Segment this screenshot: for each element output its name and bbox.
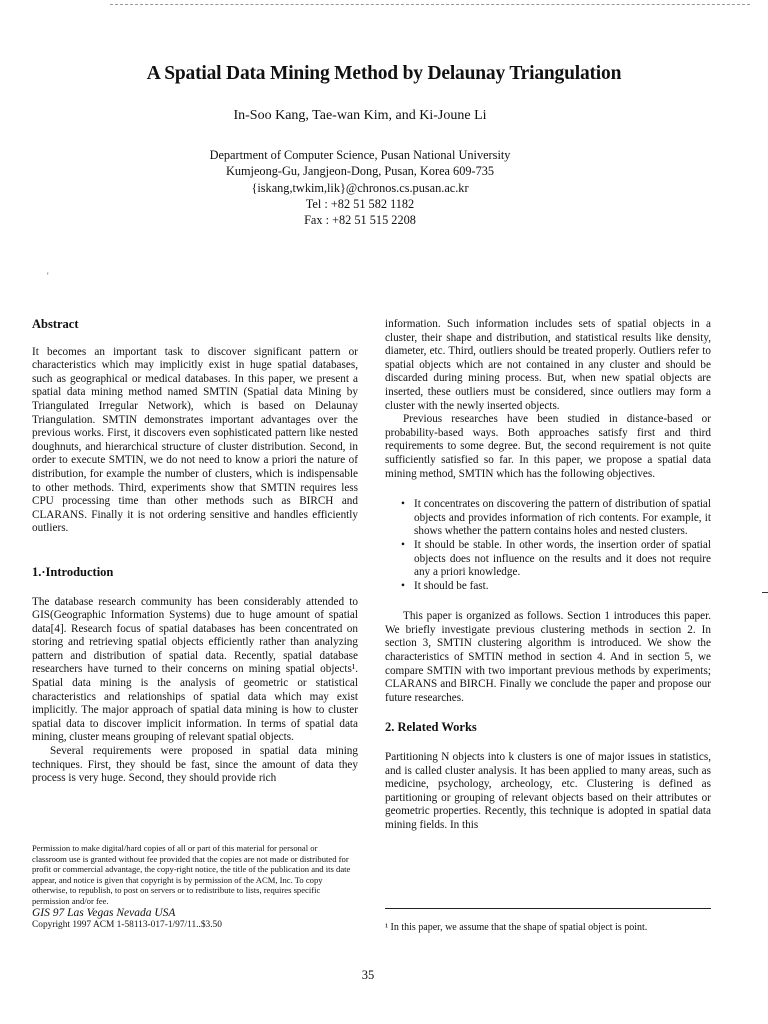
footnote: ¹ In this paper, we assume that the shape of spatial object is point.	[385, 922, 648, 933]
right-paragraph-2: Previous researches have been studied in distance-based or probability-based ways. Both approaches satisfy first and third requirements to some degree. But, the second requirement is not quite sufficiently satisfied so far. In this paper, we propose a spatial data mining method, SMTIN which has the following objectives.	[385, 413, 711, 480]
affiliation-address: Kumjeong-Gu, Jangjeon-Dong, Pusan, Korea 609-735	[225, 164, 495, 179]
related-works-heading: 2. Related Works	[385, 720, 477, 735]
copyright-line: Copyright 1997 ACM 1-58113-017-1/97/11..$3.50	[32, 919, 222, 930]
footnote-rule	[385, 908, 711, 909]
paper-authors: In-Soo Kang, Tae-wan Kim, and Ki-Joune Li	[233, 108, 487, 123]
related-works-paragraph: Partitioning N objects into k clusters is one of major issues in statistics, and is called cluster analysis. It has been applied to many areas, such as medicine, psychology, archeology, etc. Clustering is defined as partitioning or grouping of relevant objects based on their attributes or geometric properties. Recently, this technique is adopted in spatial data mining fields. In this	[385, 751, 711, 831]
introduction-paragraph-1: The database research community has been considerably attended to GIS(Geographic Information Systems) due to huge amount of spatial data[4]. Research focus of spatial databases has been concentrated on storing and retrieving spatial objects efficiently rather than analyzing pattern and distribution of spatial data. Recently, spatial database researchers have turned to their concerns on mining spatial objects¹. Spatial data mining is the analysis of geometric or statistical characteristics and relationships of spatial data which may exist implicitly. The major approach of spatial data mining is how to cluster spatial data to discover implicit information. In terms of spatial data mining, cluster means grouping of relevant spatial objects.	[32, 595, 358, 744]
left-column	[32, 318, 358, 786]
objective-item: • It should be fast.	[385, 580, 711, 594]
paper-title: A Spatial Data Mining Method by Delaunay Triangulation	[146, 63, 622, 84]
introduction-paragraph-2: Several requirements were proposed in spatial data mining techniques. First, they should be fast, since the amount of data they process is very huge. Second, they should provide rich	[32, 745, 358, 785]
edge-mark	[762, 592, 768, 593]
organization-paragraph: This paper is organized as follows. Section 1 introduces this paper. We briefly investigate previous clustering methods in section 2. In section 3, SMTIN clustering algorithm is introduced. We show the characteristics of SMTIN method in section 4. And in section 5, we compare SMTIN with two important previous methods by experiments; CLARANS and BIRCH. Finally we conclude the paper and propose our future researches.	[385, 610, 711, 704]
page-number: 35	[361, 968, 375, 982]
scan-speck: '	[47, 271, 49, 281]
affiliation-department: Department of Computer Science, Pusan National University	[209, 148, 511, 162]
affiliation-fax: Fax : +82 51 515 2208	[304, 213, 416, 228]
affiliation-block	[0, 147, 720, 228]
top-scan-line	[110, 4, 750, 5]
objective-item: • It concentrates on discovering the pattern of distribution of spatial objects and provides information of rich contents. For example, it shows whether the pattern contains holes and nested clusters.	[385, 498, 711, 539]
permission-notice	[32, 843, 352, 931]
objectives-list	[385, 498, 711, 593]
abstract-body: It becomes an important task to discover significant pattern or characteristics which may implicitly exist in huge spatial databases, such as geographical or medical databases. In this paper, we present a spatial data mining method named SMTIN (Spatial data Mining by Triangulated Irregular Network), which is based on Delaunay Triangulation. SMTIN demonstrates important advantages over the previous works. First, it discovers even sophisticated pattern like nested doughnuts, and hierarchical structure of cluster distribution. Second, in order to execute SMTIN, we do not need to know a priori the nature of distribution, for example the number of clusters, which is indispensable to other methods. Third, experiments show that SMTIN requires less CPU processing time than other methods such as BIRCH and CLARANS. Finally it is not ordering sensitive and handles efficiently outliers.	[32, 345, 358, 535]
conference-venue: GIS 97 Las Vegas Nevada USA	[32, 906, 176, 919]
abstract-heading: Abstract	[32, 317, 79, 331]
permission-text: Permission to make digital/hard copies of all or part of this material for personal or classroom use is granted without fee provided that the copies are not made or distributed for profit or commercial advantage, the copy-right notice, the title of the publication and its date appear, and notice is given that copyright is by permission of the ACM, Inc. To copy otherwise, to republish, to post on servers or to redistribute to lists, requires specific permission and/or fee.	[32, 843, 351, 906]
objective-item: • It should be stable. In other words, the insertion order of spatial objects does not influence on the results and it does not require any a priori knowledge.	[385, 539, 711, 580]
affiliation-tel: Tel : +82 51 582 1182	[305, 196, 415, 211]
introduction-heading: 1.·Introduction	[32, 564, 114, 579]
affiliation-email: {iskang,twkim,lik}@chronos.cs.pusan.ac.kr	[251, 180, 469, 195]
right-column	[385, 318, 711, 833]
right-paragraph-1: information. Such information includes sets of spatial objects in a cluster, their shape and distribution, and statistical results like density, diameter, etc. Third, outliers should be treated properly. Outliers refer to spatial objects which are not contained in any cluster and should be discarded during mining process. But, when new spatial objects are inserted, these outliers must be considered, since outliers may form a cluster with the newly inserted objects.	[385, 318, 711, 412]
